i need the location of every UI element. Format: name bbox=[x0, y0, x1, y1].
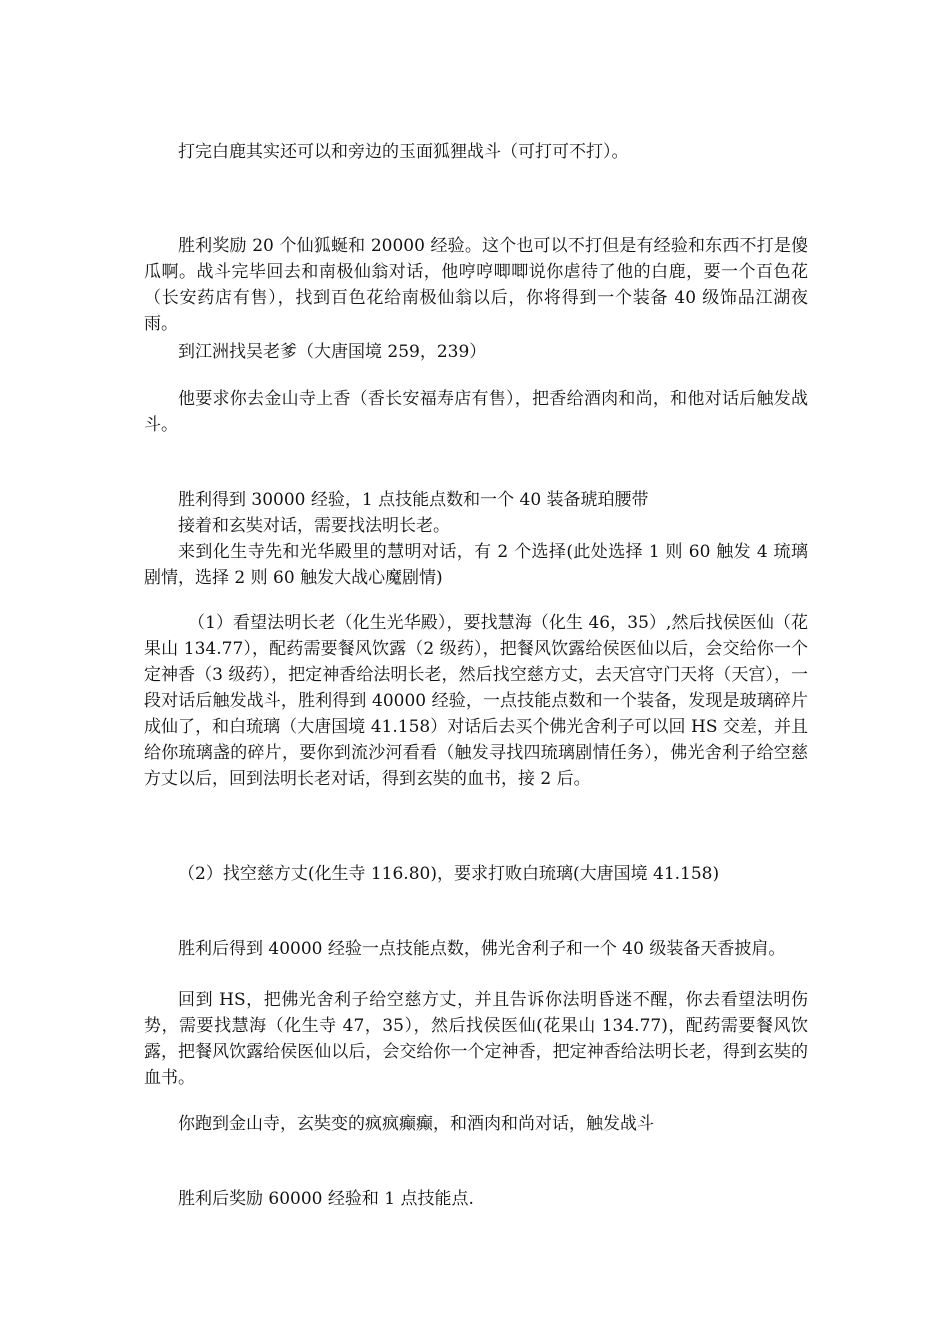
paragraph-5: 胜利得到 30000 经验，1 点技能点数和一个 40 装备琥珀腰带 bbox=[178, 490, 649, 510]
paragraph-3: 到江洲找吴老爹（大唐国境 259，239） bbox=[178, 342, 487, 362]
paragraph-11: 回到 HS，把佛光舍利子给空慈方丈，并且告诉你法明昏迷不醒，你去看望法明伤势，需要找慧海（化生寺 47，35），然后找侯医仙(花果山 134.77)，配药需要餐风饮露，把餐风饮露给侯医仙以后，会交给你一个定神香，把定神香给法明长老，得到玄奘的血书。 bbox=[144, 990, 808, 1088]
paragraph-2: 胜利奖励 20 个仙狐蜒和 20000 经验。这个也可以不打但是有经验和东西不打是傻瓜啊。战斗完毕回去和南极仙翁对话，他哼哼唧唧说你虐待了他的白鹿，要一个百色花（长安药店有售），找到百色花给南极仙翁以后，你将得到一个装备 40 级饰品江湖夜雨。 bbox=[144, 236, 808, 334]
paragraph-8: （1）看望法明长老（化生光华殿），要找慧海（化生 46，35）,然后找侯医仙（花果山 134.77），配药需要餐风饮露（2 级药），把餐风饮露给侯医仙以后，会交给你一个定神香（3 级药），把定神香给法明长老，然后找空慈方丈，去天宫守门天将（天宫），一段对话后触发战斗，胜利得到 40000 经验，一点技能点数和一个装备，发现是玻璃碎片成仙了，和白琉璃（大唐国境 41.158）对话后去买个佛光舍利子可以回 HS 交差，并且给你琉璃盏的碎片，要你到流沙河看看（触发寻找四琉璃剧情任务），佛光舍利子给空慈方丈以后，回到法明长老对话，得到玄奘的血书，接 2 后。 bbox=[144, 613, 808, 789]
paragraph-1: 打完白鹿其实还可以和旁边的玉面狐狸战斗（可打可不打）。 bbox=[178, 142, 629, 162]
paragraph-7: 来到化生寺先和光华殿里的慧明对话，有 2 个选择(此处选择 1 则 60 触发 4 琉璃剧情，选择 2 则 60 触发大战心魔剧情) bbox=[144, 542, 808, 588]
paragraph-4: 他要求你去金山寺上香（香长安福寿店有售），把香给酒肉和尚，和他对话后触发战斗。 bbox=[144, 389, 808, 435]
paragraph-10: 胜利后得到 40000 经验一点技能点数，佛光舍利子和一个 40 级装备天香披肩。 bbox=[178, 939, 786, 959]
paragraph-9: （2）找空慈方丈(化生寺 116.80)，要求打败白琉璃(大唐国境 41.158) bbox=[178, 864, 720, 884]
paragraph-12: 你跑到金山寺，玄奘变的疯疯癫癫，和酒肉和尚对话，触发战斗 bbox=[178, 1114, 654, 1134]
paragraph-13: 胜利后奖励 60000 经验和 1 点技能点. bbox=[178, 1189, 474, 1209]
paragraph-6: 接着和玄奘对话，需要找法明长老。 bbox=[178, 516, 450, 536]
